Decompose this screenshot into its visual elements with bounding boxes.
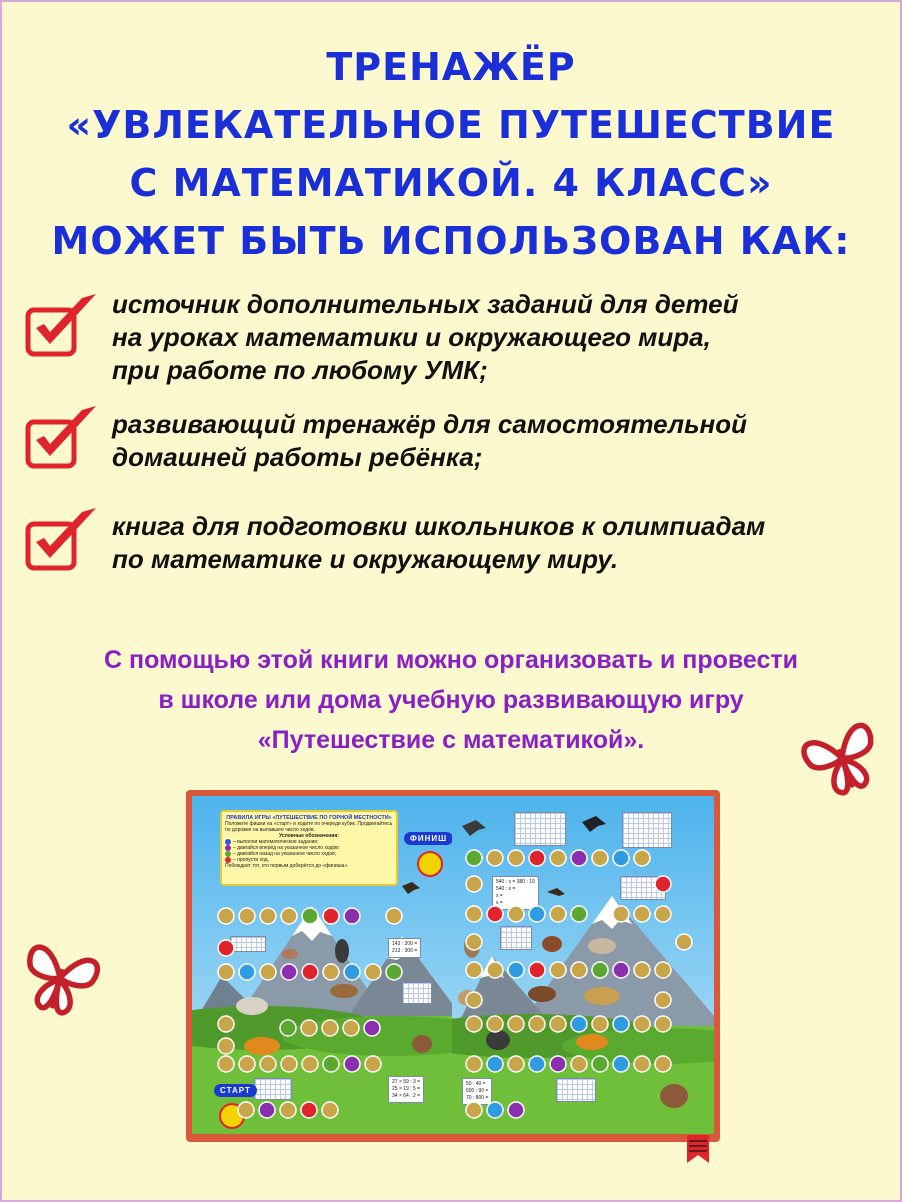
track-cell <box>487 850 503 866</box>
rules-title: ПРАВИЛА ИГРЫ «ПУТЕШЕСТВИЕ ПО ГОРНОЙ МЕСТНОСТИ» <box>226 815 392 821</box>
track-cell <box>676 934 692 950</box>
track-cell <box>613 1016 629 1032</box>
track-cell <box>466 1016 482 1032</box>
task-line: 25 × 19 : 5 = <box>392 1086 421 1092</box>
track-cell <box>302 908 318 924</box>
track-cell <box>323 964 339 980</box>
track-cell <box>466 934 482 950</box>
promo-line: «Путешествие с математикой». <box>257 726 645 754</box>
track-cell <box>386 908 402 924</box>
track-cell <box>613 906 629 922</box>
track-cell <box>592 1016 608 1032</box>
track-cell <box>322 1102 338 1118</box>
track-cell <box>218 1056 234 1072</box>
track-cell <box>529 1016 545 1032</box>
track-cell <box>655 992 671 1008</box>
track-cell <box>571 962 587 978</box>
track-cell <box>466 906 482 922</box>
rules-footer: Побеждает тот, кто первым доберётся до «финиша». <box>225 863 349 869</box>
track-cell <box>218 1038 234 1054</box>
title-line-4: МОЖЕТ БЫТЬ ИСПОЛЬЗОВАН КАК: <box>51 219 851 263</box>
track-cell <box>571 850 587 866</box>
track-cell <box>386 964 402 980</box>
track-cell <box>259 1102 275 1118</box>
legend-text: – выполни математическое задание; <box>233 839 319 845</box>
page-title <box>0 38 902 270</box>
track-cell <box>281 908 297 924</box>
track-cell <box>238 1102 254 1118</box>
track-cell <box>260 1056 276 1072</box>
promo-text <box>0 640 902 760</box>
track-cell <box>655 1016 671 1032</box>
title-line-2: «УВЛЕКАТЕЛЬНОЕ ПУТЕШЕСТВИЕ <box>66 103 836 147</box>
butterfly-icon <box>14 932 106 1024</box>
track-cell <box>281 964 297 980</box>
task-line: 70 : 800 = <box>466 1095 489 1101</box>
track-cell <box>634 962 650 978</box>
title-line-3: С МАТЕМАТИКОЙ. 4 КЛАСС» <box>129 161 773 205</box>
track-cell <box>344 964 360 980</box>
track-cell <box>218 908 234 924</box>
track-cell <box>487 1016 503 1032</box>
track-cell <box>592 1056 608 1072</box>
usage-item-line: на уроках математики и окружающего мира, <box>112 322 711 352</box>
track-cell <box>592 850 608 866</box>
usage-item-text <box>112 288 738 387</box>
task-line: х = <box>496 893 503 899</box>
game-track-left <box>192 796 454 1134</box>
book-illustration <box>186 790 720 1166</box>
track-cell <box>613 962 629 978</box>
track-cell <box>529 1056 545 1072</box>
track-cell <box>550 962 566 978</box>
track-cell <box>239 908 255 924</box>
track-cell <box>344 1056 360 1072</box>
track-cell <box>508 906 524 922</box>
task-line: 143 : 200 = <box>392 941 418 947</box>
track-cell <box>487 962 503 978</box>
task-line: 34 × 64 : 2 = <box>392 1093 421 1099</box>
track-cell <box>281 1056 297 1072</box>
track-cell <box>613 1056 629 1072</box>
book-page-right <box>452 796 714 1134</box>
task-line: 540 : х = 380 : 19 <box>496 879 535 885</box>
track-cell <box>550 850 566 866</box>
track-cell <box>508 1102 524 1118</box>
track-cell <box>260 964 276 980</box>
track-cell <box>550 1016 566 1032</box>
track-cell <box>487 906 503 922</box>
track-cell <box>466 962 482 978</box>
track-cell <box>466 1056 482 1072</box>
finish-label: ФИНИШ <box>404 832 453 845</box>
track-cell <box>571 906 587 922</box>
task-line: х = <box>496 900 503 906</box>
task-line: 540 : х = <box>496 886 516 892</box>
usage-item-line: книга для подготовки школьников к олимпиадам <box>112 511 766 541</box>
start-label: СТАРТ <box>214 1084 257 1097</box>
legend-text: – двигайся вперёд на указанное число ходов; <box>233 845 340 851</box>
track-cell <box>344 908 360 924</box>
bookmark-ribbon <box>683 1135 713 1165</box>
track-cell <box>280 1020 296 1036</box>
track-cell <box>218 1016 234 1032</box>
track-cell <box>302 1056 318 1072</box>
track-cell <box>487 1056 503 1072</box>
usage-item-line: домашней работы ребёнка; <box>112 442 483 472</box>
usage-item-line: по математике и окружающему миру. <box>112 544 619 574</box>
track-cell <box>487 1102 503 1118</box>
task-line: 600 : 90 = <box>466 1088 489 1094</box>
track-cell <box>550 1056 566 1072</box>
track-cell <box>592 962 608 978</box>
game-track-right <box>452 796 714 1134</box>
track-cell <box>239 964 255 980</box>
track-cell <box>466 1102 482 1118</box>
track-cell <box>280 1102 296 1118</box>
track-cell <box>655 1056 671 1072</box>
usage-item-text <box>112 510 765 576</box>
rules-intro: Положите фишки на «старт» и ходите по очереди кубик. Продвигайтесь по дорожке на выпавшее число ходов. <box>225 821 393 833</box>
legend-text: – двигайся назад на указанное число ходов; <box>233 851 337 857</box>
task-line: 50 : 40 = <box>466 1081 486 1087</box>
track-cell <box>218 964 234 980</box>
track-cell <box>260 908 276 924</box>
track-cell <box>613 850 629 866</box>
track-cell <box>655 962 671 978</box>
promo-line: в школе или дома учебную развивающую игру <box>158 686 744 714</box>
track-cell <box>322 1020 338 1036</box>
track-cell <box>218 940 234 956</box>
checkmark-icon <box>22 288 102 360</box>
task-line: 213 : 300 = <box>392 948 418 954</box>
track-cell <box>302 964 318 980</box>
track-cell <box>508 1016 524 1032</box>
track-cell <box>323 1056 339 1072</box>
track-cell <box>466 850 482 866</box>
track-cell <box>508 962 524 978</box>
track-cell <box>343 1020 359 1036</box>
track-cell <box>571 1016 587 1032</box>
task-line: 27 × 59 : 3 = <box>392 1079 421 1085</box>
track-cell <box>655 876 671 892</box>
track-cell <box>634 1016 650 1032</box>
title-line-1: ТРЕНАЖЁР <box>326 45 576 89</box>
rules-conditions: Условные обозначения: <box>279 833 339 839</box>
track-cell <box>508 850 524 866</box>
butterfly-icon <box>796 712 888 804</box>
track-cell <box>466 876 482 892</box>
track-cell <box>301 1102 317 1118</box>
track-cell <box>239 1056 255 1072</box>
track-cell <box>529 906 545 922</box>
track-cell <box>550 906 566 922</box>
book-page-left <box>192 796 454 1134</box>
track-cell <box>323 908 339 924</box>
track-cell <box>466 992 482 1008</box>
checkmark-icon <box>22 400 102 472</box>
track-cell <box>529 962 545 978</box>
track-cell <box>571 1056 587 1072</box>
track-cell <box>655 906 671 922</box>
track-cell <box>301 1020 317 1036</box>
track-cell <box>365 1056 381 1072</box>
track-cell <box>365 964 381 980</box>
usage-item-line: при работе по любому УМК; <box>112 355 488 385</box>
usage-item-line: развивающий тренажёр для самостоятельной <box>112 409 748 439</box>
usage-item-text <box>112 408 747 474</box>
promo-line: С помощью этой книги можно организовать и провести <box>103 646 799 674</box>
usage-item-line: источник дополнительных заданий для детей <box>112 289 739 319</box>
track-cell <box>634 906 650 922</box>
track-cell <box>634 1056 650 1072</box>
checkmark-icon <box>22 502 102 574</box>
track-cell <box>364 1020 380 1036</box>
legend-text: – пропусти ход. <box>233 857 269 863</box>
track-cell <box>634 850 650 866</box>
track-cell <box>508 1056 524 1072</box>
track-cell <box>529 850 545 866</box>
